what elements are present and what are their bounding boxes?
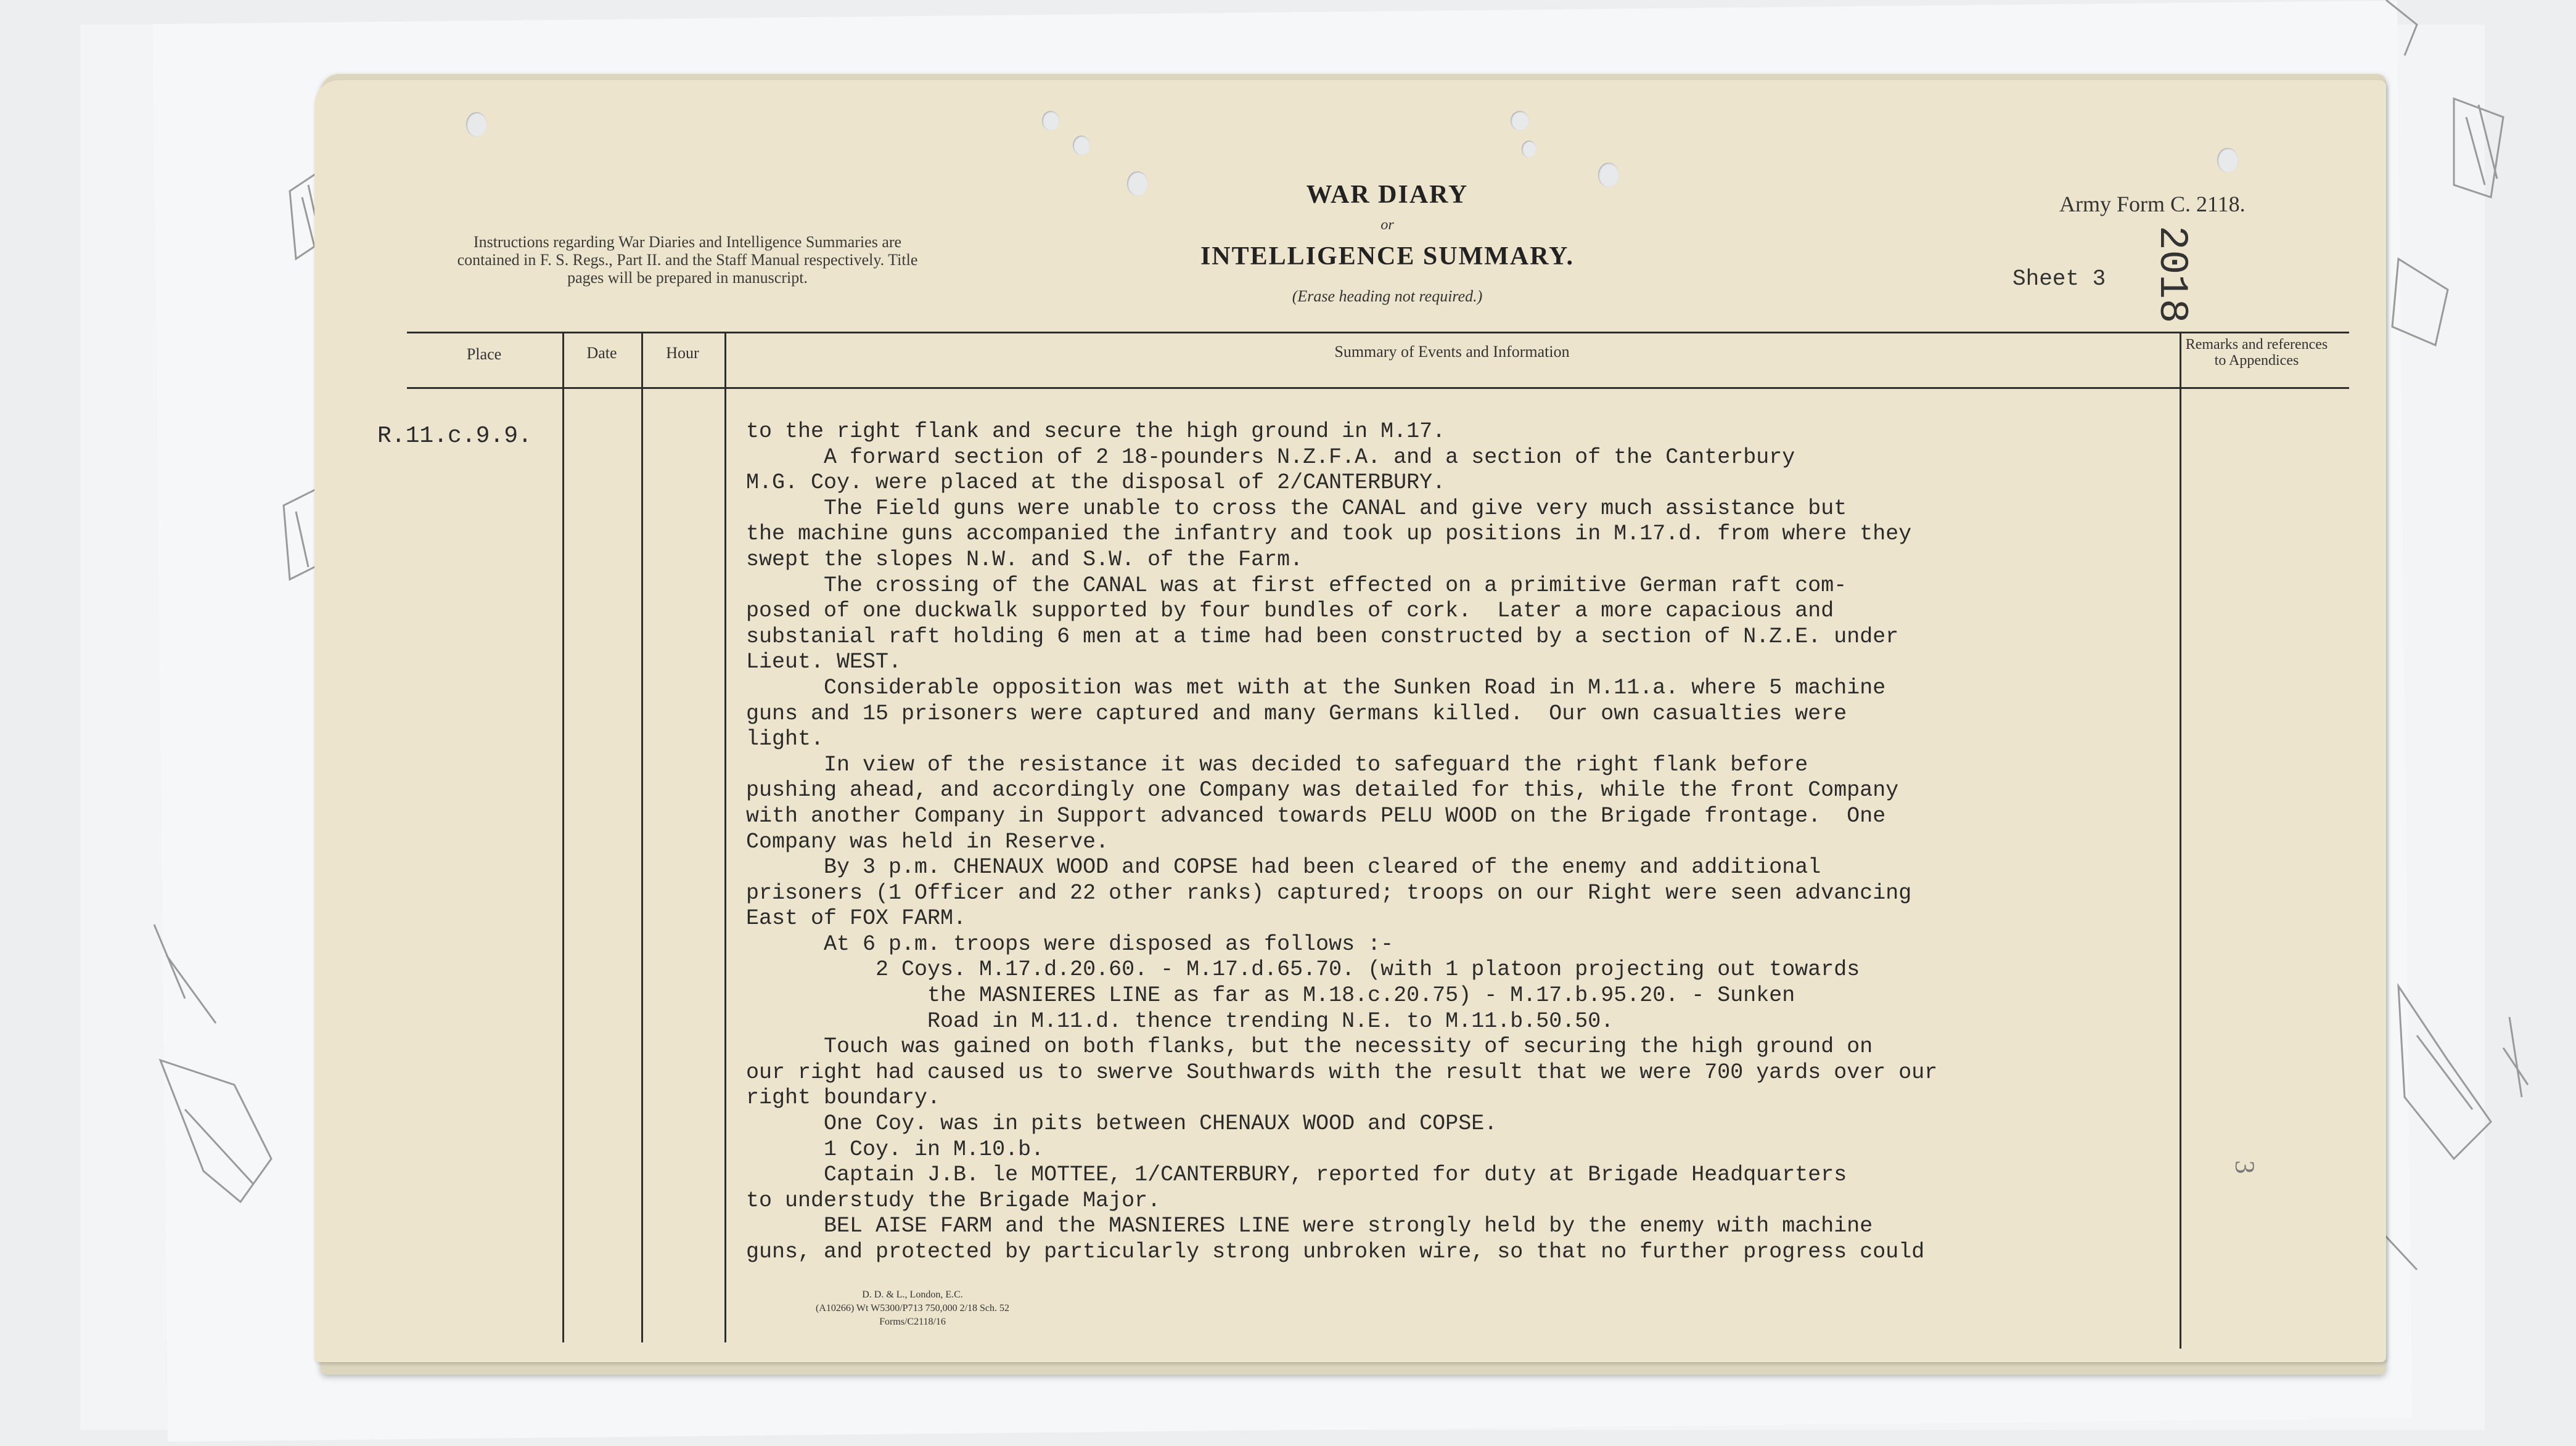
summary-line: to understudy the Brigade Major. (746, 1188, 1161, 1213)
summary-line: guns, and protected by particularly strong unbroken wire, so that no further progress could (746, 1240, 1925, 1264)
army-form-label: Army Form C. 2118. (2059, 192, 2246, 216)
punch-hole (1598, 163, 1619, 187)
instructions-note: Instructions regarding War Diaries and Intelligence Summaries are contained in F. S. Regs., Part II. and the Staff Manual respectively. Title pages will be prepared in manuscript. (457, 233, 918, 287)
summary-line: 2 Coys. M.17.d.20.60. - M.17.d.65.70. (with 1 platoon projecting out towards (746, 957, 1860, 982)
summary-line: the MASNIERES LINE as far as M.18.c.20.75) - M.17.b.95.20. - Sunken (746, 983, 1795, 1008)
summary-line: our right had caused us to swerve Southwards with the result that we were 700 yards over our (746, 1060, 1938, 1085)
printer-imprint (783, 1288, 1042, 1329)
summary-line: the machine guns accompanied the infantry and took up positions in M.17.d. from where they (746, 521, 1912, 547)
punch-hole (1127, 171, 1148, 196)
summary-line: The Field guns were unable to cross the CANAL and give very much assistance but (746, 496, 1847, 521)
column-header-summary: Summary of Events and Information (1334, 343, 1570, 361)
summary-line: Road in M.11.d. thence trending N.E. to M.11.b.50.50. (746, 1008, 1614, 1034)
title-or: or (1380, 217, 1394, 233)
sheet-number: Sheet 3 (2012, 266, 2106, 292)
punch-hole (1522, 141, 1536, 158)
remarks-annotation: 3 (2229, 1160, 2260, 1174)
summary-line: right boundary. (746, 1085, 941, 1111)
table-top-rule (407, 332, 2349, 333)
summary-line: One Coy. was in pits between CHENAUX WOOD and COPSE. (746, 1111, 1498, 1137)
summary-line: to the right flank and secure the high ground in M.17. (746, 419, 1446, 444)
column-header-date: Date (586, 344, 617, 362)
punch-hole (2217, 148, 2238, 173)
summary-line: substanial raft holding 6 men at a time had been constructed by a section of N.Z.E. under (746, 624, 1899, 649)
summary-line: M.G. Coy. were placed at the disposal of 2/CANTERBURY. (746, 470, 1446, 496)
pencil-sketch-right (2380, 0, 2576, 1356)
summary-line: A forward section of 2 18-pounders N.Z.F.A. and a section of the Canterbury (746, 444, 1795, 470)
summary-line: Touch was gained on both flanks, but the necessity of securing the high ground on (746, 1034, 1873, 1060)
summary-line: prisoners (1 Officer and 22 other ranks) captured; troops on our Right were seen advancing (746, 880, 1912, 905)
summary-line: guns and 15 prisoners were captured and many Germans killed. Our own casualties were (746, 701, 1847, 726)
table-header-rule (407, 387, 2349, 389)
summary-line: light. (746, 727, 824, 752)
stamped-number: 2018 (2149, 226, 2195, 324)
punch-hole (1073, 136, 1090, 155)
printer-line: (A10266) Wt W5300/P713 750,000 2/18 Sch. 52 Forms/C2118/16 (815, 1303, 1010, 1327)
summary-line: Captain J.B. le MOTTEE, 1/CANTERBURY, reported for duty at Brigade Headquarters (746, 1162, 1847, 1188)
summary-line: swept the slopes N.W. and S.W. of the Farm. (746, 547, 1303, 572)
column-divider (562, 332, 564, 1342)
punch-hole (1042, 111, 1059, 131)
entry-summary-text (746, 419, 2170, 1265)
punch-hole (1511, 111, 1529, 131)
title-erase-note: (Erase heading not required.) (1292, 287, 1483, 305)
summary-line: posed of one duckwalk supported by four bundles of cork. Later a more capacious and (746, 598, 1834, 624)
summary-line: Considerable opposition was met with at the Sunken Road in M.11.a. where 5 machine (746, 675, 1886, 700)
column-header-hour: Hour (666, 344, 699, 362)
column-header-place: Place (466, 345, 502, 363)
summary-line: with another Company in Support advanced towards PELU WOOD on the Brigade frontage. One (746, 803, 1886, 828)
title-intelligence-summary: INTELLIGENCE SUMMARY. (1200, 242, 1575, 271)
summary-line: In view of the resistance it was decided to safeguard the right flank before (746, 752, 1808, 777)
punch-hole (466, 112, 487, 137)
column-divider (2180, 332, 2181, 1349)
column-header-remarks: Remarks and references to Appendices (2185, 337, 2328, 369)
summary-line: By 3 p.m. CHENAUX WOOD and COPSE had been cleared of the enemy and additional (746, 855, 1821, 880)
column-divider (724, 332, 726, 1342)
printer-line: D. D. & L., London, E.C. (862, 1289, 963, 1300)
summary-line: The crossing of the CANAL was at first effected on a primitive German raft com- (746, 573, 1847, 598)
summary-line: Lieut. WEST. (746, 650, 902, 675)
summary-line: BEL AISE FARM and the MASNIERES LINE were strongly held by the enemy with machine (746, 1214, 1873, 1239)
summary-line: East of FOX FARM. (746, 906, 967, 931)
summary-line: At 6 p.m. troops were disposed as follows :- (746, 931, 1394, 957)
summary-line: pushing ahead, and accordingly one Company was detailed for this, while the front Company (746, 778, 1899, 803)
entry-place: R.11.c.9.9. (377, 423, 532, 449)
summary-line: 1 Coy. in M.10.b. (746, 1137, 1044, 1162)
column-divider (641, 332, 643, 1342)
summary-line: Company was held in Reserve. (746, 829, 1109, 854)
title-war-diary: WAR DIARY (1306, 181, 1469, 209)
